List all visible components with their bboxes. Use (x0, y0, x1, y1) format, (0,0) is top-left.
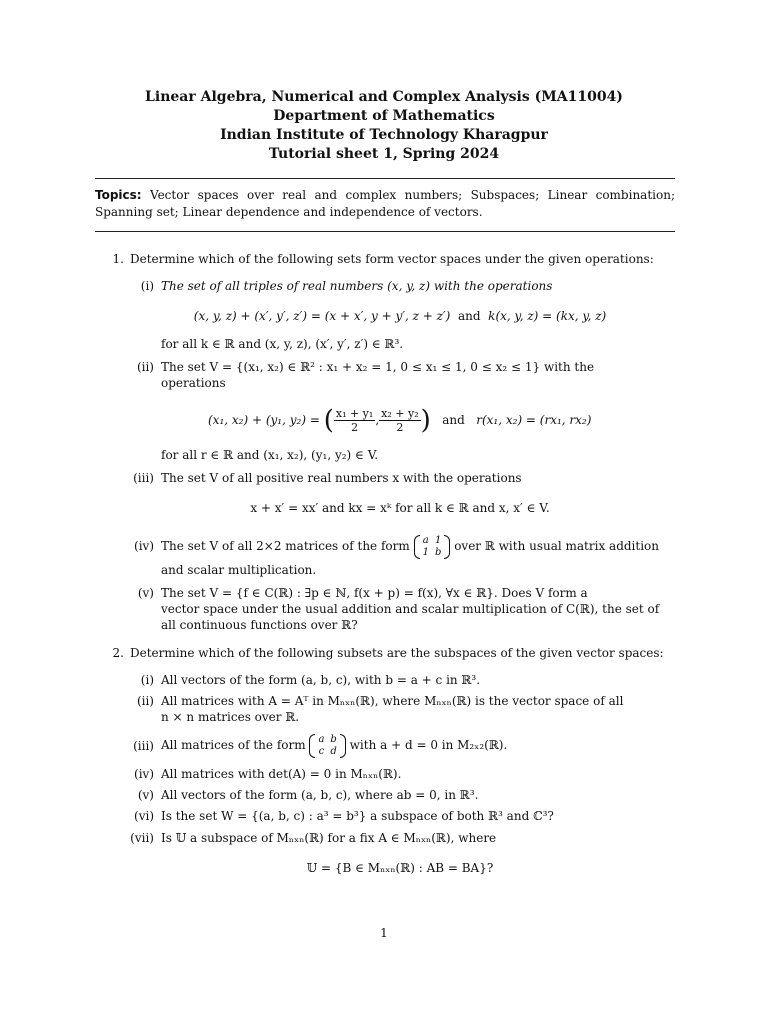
frac2-numerator: x₂ + y₂ (381, 407, 419, 420)
q1-i-equation (110, 308, 690, 324)
matrix-cell: 1 (422, 546, 429, 558)
topics-block (95, 187, 675, 221)
top-divider (95, 178, 675, 179)
q1-iv-matrix (414, 535, 451, 559)
bottom-divider (95, 231, 675, 232)
q2-vii-equation: 𝕌 = {B ∈ Mₙₓₙ(ℝ) : AB = BA}? (306, 861, 494, 875)
q2-iii-matrix (309, 734, 345, 758)
q1-i-text: The set of all triples of real numbers (x, y, z) with the operations (161, 279, 553, 293)
institute: Indian Institute of Technology Kharagpur (220, 127, 548, 143)
q1-iv-text3: and scalar multiplication. (161, 563, 317, 577)
q2-vi-label: (vi) (134, 809, 154, 823)
document-header (0, 88, 768, 164)
q1-ii-frac1 (334, 407, 375, 434)
matrix-cell: c (318, 745, 325, 757)
q1-ii-label: (ii) (136, 360, 154, 374)
course-title: Linear Algebra, Numerical and Complex Analysis (MA11004) (145, 89, 623, 105)
q1-i-eq-and: and (457, 309, 481, 323)
frac1-numerator: x₁ + y₁ (335, 407, 374, 420)
q1-iv-label: (iv) (134, 539, 154, 553)
q1-iii-equation: x + x′ = xx′ and kx = xᵏ for all k ∈ ℝ and x, x′ ∈ V. (250, 501, 550, 515)
q2-iv-text: All matrices with det(A) = 0 in Mₙₓₙ(ℝ). (161, 767, 402, 781)
page-number: 1 (380, 926, 388, 940)
q2-ii-text2: n × n matrices over ℝ. (161, 710, 300, 724)
q2-vii-label: (vii) (130, 831, 154, 845)
q1-ii-frac2 (379, 407, 420, 434)
q1-ii-eq-right: r(x₁, x₂) = (rx₁, rx₂) (476, 413, 592, 427)
q1-i-label: (i) (140, 279, 154, 293)
matrix-cell: b (330, 733, 337, 745)
sheet-title: Tutorial sheet 1, Spring 2024 (268, 146, 500, 162)
q2-vii-text: Is 𝕌 a subspace of Mₙₓₙ(ℝ) for a fix A ∈ Mₙₓₙ(ℝ), where (161, 831, 497, 845)
matrix-cell: a (422, 534, 429, 546)
q1-i-eq-right: k(x, y, z) = (kx, y, z) (488, 309, 607, 323)
department: Department of Mathematics (273, 108, 495, 124)
topics-text: Vector spaces over real and complex numbers; Subspaces; Linear combination; Spanning set; Linear dependence and independence of vectors. (95, 188, 675, 219)
q1-ii-text1: The set V = {(x₁, x₂) ∈ ℝ² : x₁ + x₂ = 1, 0 ≤ x₁ ≤ 1, 0 ≤ x₂ ≤ 1} with the (161, 360, 595, 374)
q2-i-text: All vectors of the form (a, b, c), with b = a + c in ℝ³. (161, 673, 481, 687)
left-paren: ( (323, 405, 334, 436)
q2-v-text: All vectors of the form (a, b, c), where ab = 0, in ℝ³. (161, 788, 479, 802)
q2-iv-label: (iv) (134, 767, 154, 781)
matrix-cell: a (318, 733, 325, 745)
matrix-cell: 1 (434, 534, 442, 546)
q2-i-label: (i) (140, 673, 154, 687)
q1-i-eq-left: (x, y, z) + (x′, y′, z′) = (x + x′, y + y′, z + z′) (193, 309, 451, 323)
matrix-cell: d (330, 745, 337, 757)
q1-ii-for: for all r ∈ ℝ and (x₁, x₂), (y₁, y₂) ∈ V. (161, 448, 379, 462)
q1-v-text2: vector space under the usual addition and scalar multiplication of C(ℝ), the set of (161, 602, 660, 616)
q1-ii-eq-and: and (442, 413, 465, 427)
q1-v-text1: The set V = {f ∈ C(ℝ) : ∃p ∈ ℕ, f(x + p) = f(x), ∀x ∈ ℝ}. Does V form a (161, 586, 588, 600)
q1-iv-text2: over ℝ with usual matrix addition (454, 539, 660, 553)
q2-v-label: (v) (137, 788, 154, 802)
q1-ii-eq-left: (x₁, x₂) + (y₁, y₂) = (208, 413, 320, 427)
q2-ii-text1: All matrices with A = Aᵀ in Mₙₓₙ(ℝ), where Mₙₓₙ(ℝ) is the vector space of all (161, 694, 624, 708)
q1-i-for: for all k ∈ ℝ and (x, y, z), (x′, y′, z′) ∈ ℝ³. (161, 337, 404, 351)
q1-ii-equation: (x₁, x₂) + (y₁, y₂) = ( $\frac{\text{x₁ + y₁}}{2}$ , $\frac{\text{x₂ + y₂}}{2}$ ) and r(x₁, x₂) = (rx₁, rx₂) (208, 405, 592, 436)
q2-number: 2. (112, 646, 124, 660)
q1-v-text3: all continuous functions over ℝ? (161, 618, 358, 632)
q2-iii-line (161, 729, 507, 761)
matrix-cell: b (434, 546, 442, 558)
right-paren: ) (420, 405, 431, 436)
q1-iii-label: (iii) (133, 471, 154, 485)
q2-iii-label: (iii) (133, 739, 154, 753)
topics-label: Topics: (95, 188, 142, 202)
q2-intro: Determine which of the following subsets are the subspaces of the given vector spaces: (130, 646, 664, 660)
q1-iii-text: The set V of all positive real numbers x with the operations (161, 471, 522, 485)
q1-iv-line1 (161, 530, 659, 562)
q1-number: 1. (112, 252, 124, 266)
q2-vi-text: Is the set W = {(a, b, c) : a³ = b³} a subspace of both ℝ³ and ℂ³? (161, 809, 554, 823)
frac1-denominator: 2 (351, 421, 359, 434)
q1-v-label: (v) (137, 586, 154, 600)
q2-iii-text2: with a + d = 0 in M₂ₓ₂(ℝ). (349, 738, 508, 752)
q2-iii-text1: All matrices of the form (161, 738, 306, 752)
frac2-denominator: 2 (396, 421, 404, 434)
q1-intro: Determine which of the following sets form vector spaces under the given operations: (130, 252, 654, 266)
q1-iv-text1: The set V of all 2×2 matrices of the form (161, 539, 410, 553)
q1-ii-text2: operations (161, 376, 226, 390)
q2-ii-label: (ii) (136, 694, 154, 708)
